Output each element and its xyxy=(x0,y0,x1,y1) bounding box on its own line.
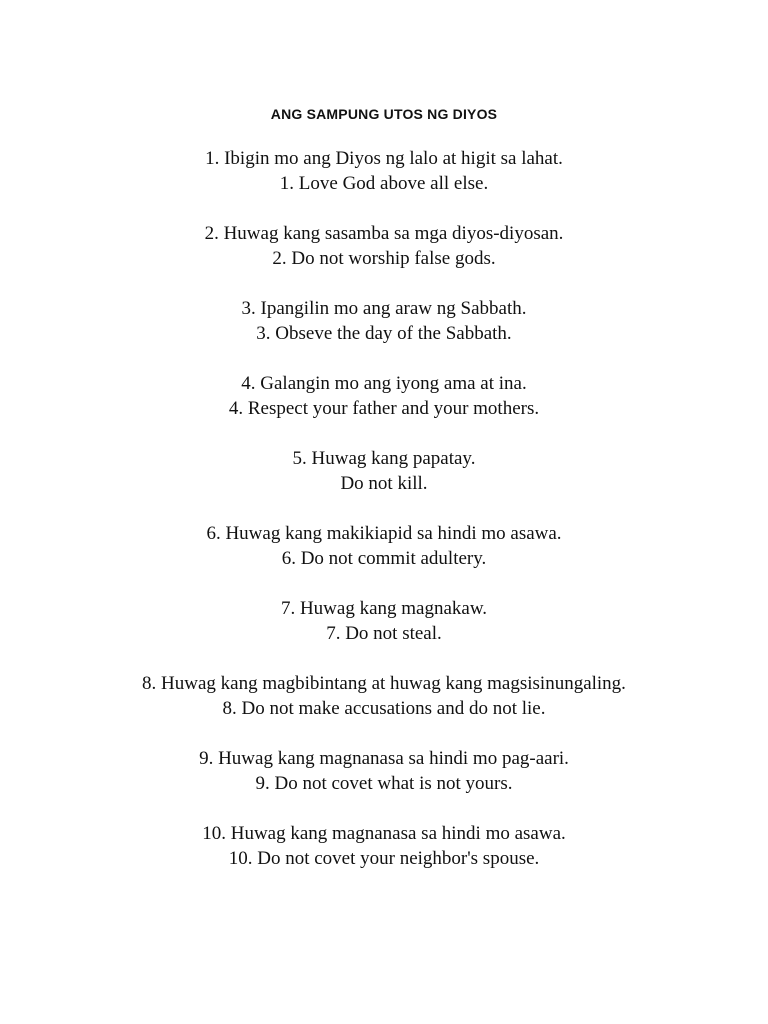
commandment-5 xyxy=(0,446,768,521)
commandment-9 xyxy=(0,746,768,821)
commandment-tagalog: 10. Huwag kang magnanasa sa hindi mo asawa. xyxy=(202,823,566,844)
commandment-tagalog: 8. Huwag kang magbibintang at huwag kang magsisinungaling. xyxy=(142,673,626,694)
commandment-english: 3. Obseve the day of the Sabbath. xyxy=(256,323,512,344)
commandment-7 xyxy=(0,596,768,671)
commandment-english: 6. Do not commit adultery. xyxy=(281,548,487,569)
commandment-2 xyxy=(0,221,768,296)
commandment-tagalog: 1. Ibigin mo ang Diyos ng lalo at higit sa lahat. xyxy=(205,148,563,169)
commandment-10 xyxy=(0,821,768,896)
commandment-english: 1. Love God above all else. xyxy=(279,173,489,194)
commandment-3 xyxy=(0,296,768,371)
page-title: ANG SAMPUNG UTOS NG DIYOS xyxy=(270,106,498,122)
commandment-english: Do not kill. xyxy=(340,473,428,494)
commandment-6 xyxy=(0,521,768,596)
commandment-tagalog: 3. Ipangilin mo ang araw ng Sabbath. xyxy=(241,298,527,319)
commandment-tagalog: 5. Huwag kang papatay. xyxy=(292,448,476,469)
commandments-list xyxy=(0,146,768,896)
commandment-8 xyxy=(0,671,768,746)
commandment-4 xyxy=(0,371,768,446)
commandment-english: 7. Do not steal. xyxy=(326,623,442,644)
commandment-english: 2. Do not worship false gods. xyxy=(272,248,496,269)
commandment-english: 9. Do not covet what is not yours. xyxy=(255,773,513,794)
commandment-1 xyxy=(0,146,768,221)
commandment-english: 10. Do not covet your neighbor's spouse. xyxy=(228,848,540,869)
commandment-tagalog: 7. Huwag kang magnakaw. xyxy=(280,598,488,619)
commandment-english: 4. Respect your father and your mothers. xyxy=(228,398,540,419)
commandment-english: 8. Do not make accusations and do not lie. xyxy=(222,698,546,719)
commandment-tagalog: 4. Galangin mo ang iyong ama at ina. xyxy=(241,373,527,394)
commandment-tagalog: 9. Huwag kang magnanasa sa hindi mo pag-aari. xyxy=(199,748,569,769)
commandment-tagalog: 6. Huwag kang makikiapid sa hindi mo asawa. xyxy=(206,523,562,544)
commandment-tagalog: 2. Huwag kang sasamba sa mga diyos-diyosan. xyxy=(204,223,564,244)
